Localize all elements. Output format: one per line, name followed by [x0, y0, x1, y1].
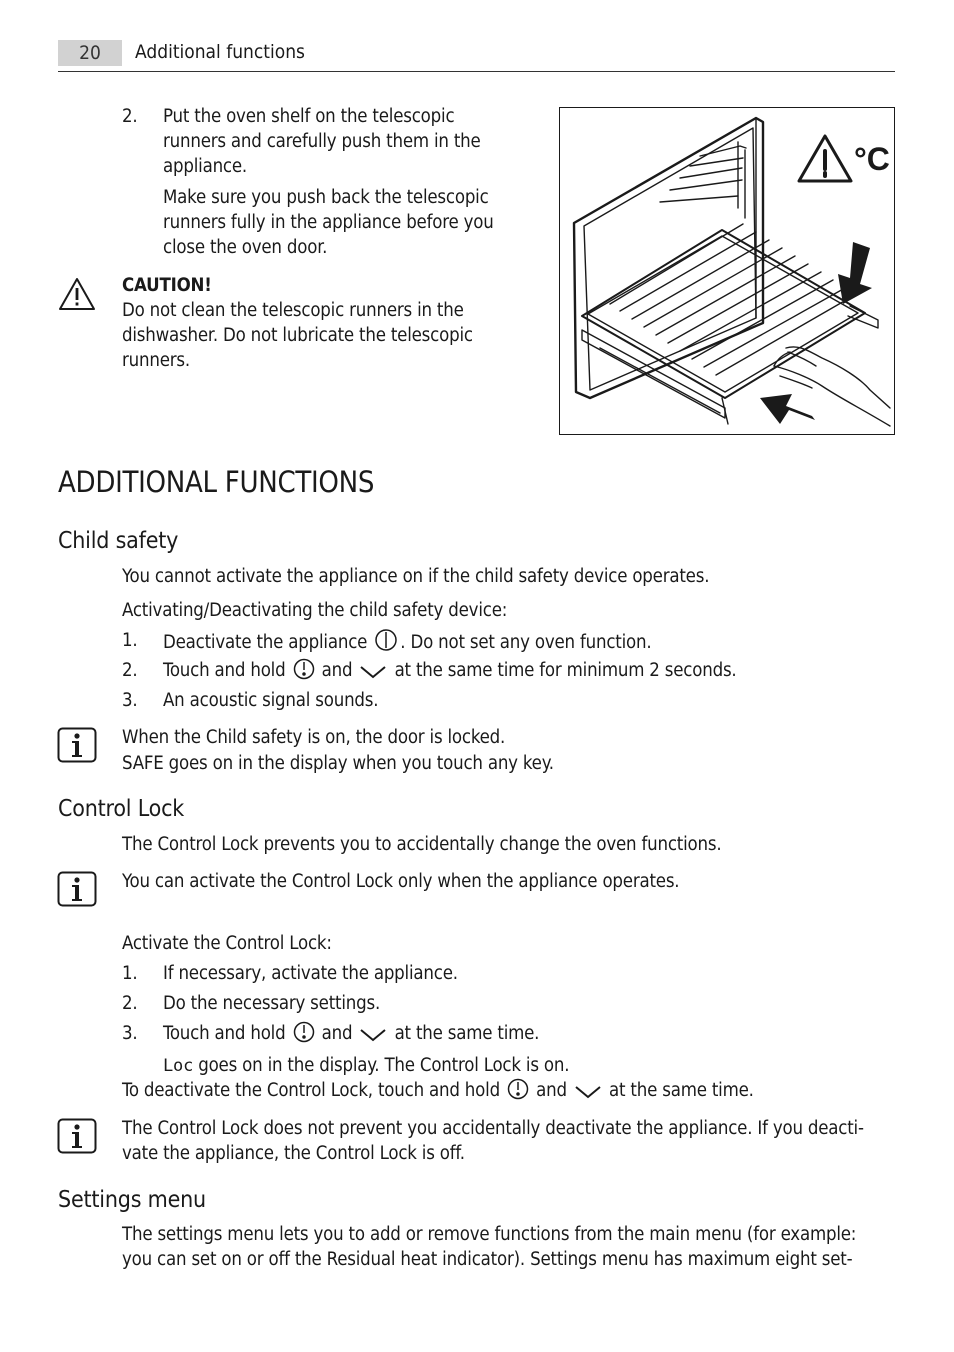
paragraph: Activating/Deactivating the child safety device: — [122, 600, 508, 621]
page-number: 20 — [79, 42, 101, 64]
chevron-down-icon — [359, 1025, 387, 1050]
running-header: Additional functions — [135, 41, 305, 63]
info-icon — [57, 727, 97, 763]
clock-icon — [293, 658, 315, 687]
step-text: Deactivate the appliance — [163, 632, 368, 653]
list-item — [163, 1021, 539, 1050]
step-number: 1. — [122, 630, 138, 651]
temperature-label: °C — [854, 141, 890, 177]
step-text: . Do not set any oven function. — [400, 632, 652, 653]
warning-triangle-icon — [799, 136, 851, 181]
caution-text: runners. — [122, 350, 190, 371]
step-text: goes on in the display. The Control Lock is on. — [198, 1055, 570, 1076]
oven-shelf-illustration — [559, 107, 895, 435]
paragraph: You cannot activate the appliance on if the child safety device operates. — [122, 566, 710, 587]
step-text: Do the necessary settings. — [163, 993, 381, 1014]
step-note: close the oven door. — [163, 237, 328, 258]
step-number: 2. — [122, 993, 138, 1014]
info-text: When the Child safety is on, the door is locked. — [122, 727, 506, 748]
page-title: ADDITIONAL FUNCTIONS — [58, 465, 375, 499]
info-icon — [57, 1118, 97, 1154]
step-number: 3. — [122, 690, 138, 711]
paragraph-text: To deactivate the Control Lock, touch and hold — [122, 1080, 500, 1101]
warning-triangle-icon — [57, 276, 97, 312]
step-text: at the same time. — [394, 1023, 540, 1044]
caution-text: Do not clean the telescopic runners in the — [122, 300, 464, 321]
step-note: Make sure you push back the telescopic — [163, 187, 489, 208]
info-icon — [57, 871, 97, 907]
paragraph: The settings menu lets you to add or remove functions from the main menu (for example: — [122, 1224, 857, 1245]
clock-icon — [507, 1078, 529, 1107]
chevron-down-icon — [359, 662, 387, 687]
paragraph — [122, 1078, 754, 1107]
step-text: runners and carefully push them in the — [163, 131, 481, 152]
info-text: You can activate the Control Lock only when the appliance operates. — [122, 871, 680, 892]
step-text: If necessary, activate the appliance. — [163, 963, 458, 984]
step-text: Touch and hold — [163, 660, 286, 681]
step-text: An acoustic signal sounds. — [163, 690, 379, 711]
step-text: Touch and hold — [163, 1023, 286, 1044]
caution-text: dishwasher. Do not lubricate the telescopic — [122, 325, 473, 346]
step-text: Put the oven shelf on the telescopic — [163, 106, 455, 127]
list-item — [163, 658, 737, 687]
display-code: Loc — [163, 1056, 194, 1076]
oven-cavity — [574, 118, 763, 398]
section-heading-control-lock: Control Lock — [58, 796, 185, 822]
list-item — [163, 628, 651, 659]
paragraph: Activate the Control Lock: — [122, 933, 332, 954]
paragraph-text: and — [536, 1080, 567, 1101]
step-text: and — [321, 1023, 353, 1044]
down-arrow-icon — [838, 242, 872, 304]
step-number: 2. — [122, 106, 138, 127]
info-text: SAFE goes on in the display when you touch any key. — [122, 753, 554, 774]
step-number: 3. — [122, 1023, 138, 1044]
paragraph: you can set on or off the Residual heat indicator). Settings menu has maximum eight set- — [122, 1249, 853, 1270]
section-heading-settings-menu: Settings menu — [58, 1187, 206, 1213]
step-text: and — [321, 660, 353, 681]
info-text: vate the appliance, the Control Lock is off. — [122, 1143, 465, 1164]
step-note: runners fully in the appliance before you — [163, 212, 494, 233]
paragraph-text: at the same time. — [609, 1080, 754, 1101]
list-item — [163, 1053, 569, 1079]
caution-title: CAUTION! — [122, 275, 212, 296]
step-text: at the same time for minimum 2 seconds. — [394, 660, 737, 681]
step-number: 1. — [122, 963, 138, 984]
section-heading-child-safety: Child safety — [58, 528, 179, 554]
step-number: 2. — [122, 660, 138, 681]
info-text: The Control Lock does not prevent you accidentally deactivate the appliance. If you deacti- — [122, 1118, 864, 1139]
step-text: appliance. — [163, 156, 248, 177]
push-arrow-icon — [760, 394, 815, 424]
paragraph: The Control Lock prevents you to accidentally change the oven functions. — [122, 834, 722, 855]
chevron-down-icon — [574, 1082, 602, 1107]
clock-icon — [293, 1021, 315, 1050]
power-icon — [374, 628, 398, 659]
header-divider — [58, 71, 895, 72]
